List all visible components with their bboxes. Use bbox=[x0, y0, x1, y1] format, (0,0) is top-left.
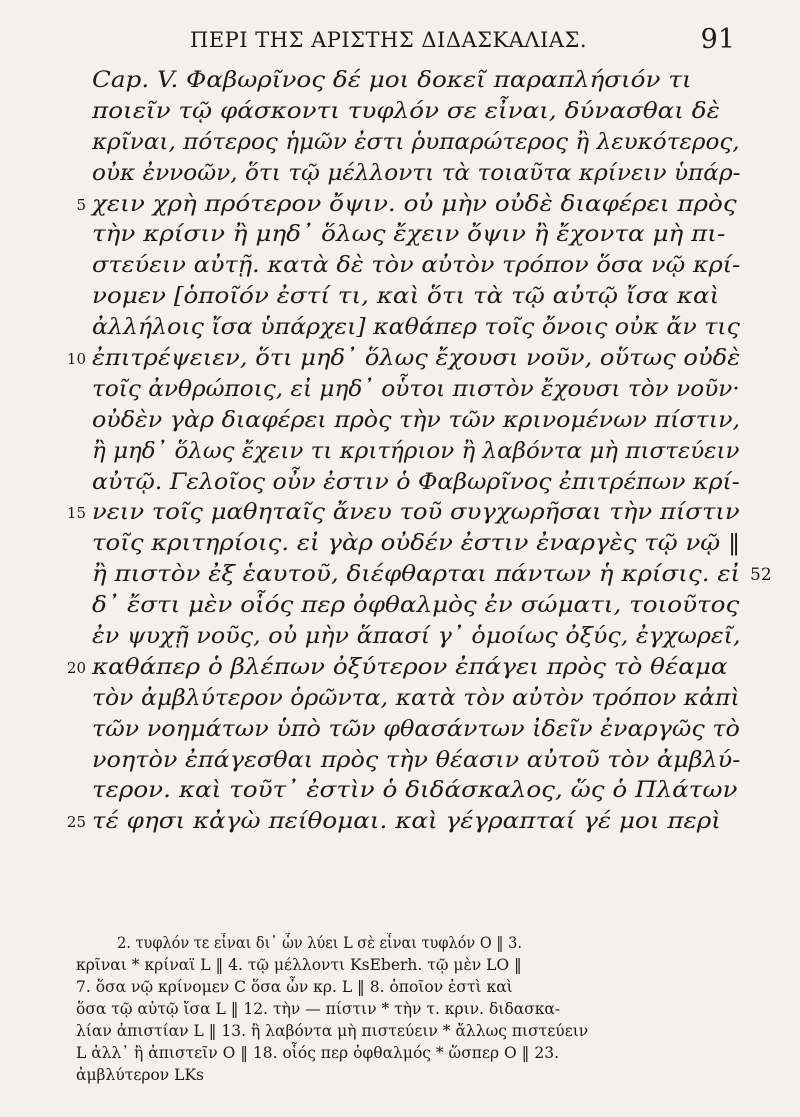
text-line bbox=[60, 406, 750, 437]
text-line bbox=[60, 344, 750, 375]
footnote-line: L ἀλλ᾽ ἢ ἀπιστεῖν O ‖ 18. οἷός περ ὀφθαλμός * ὥσπερ O ‖ 23. bbox=[76, 1044, 559, 1062]
page-header bbox=[190, 22, 735, 62]
line-number: 25 bbox=[66, 813, 86, 832]
line-text: αὐτῷ. Γελοῖος οὖν ἐστιν ὁ Φαβωρῖνος ἐπιτρέπων κρί- bbox=[92, 469, 740, 495]
line-text: τοῖς κριτηρίοις. εἰ γὰρ οὐδέν ἐστιν ἐναργὲς τῷ νῷ ‖ bbox=[92, 531, 741, 557]
footnote-line: ὅσα τῷ αὐτῷ ἴσα L ‖ 12. τὴν — πίστιν * τὴν τ. κριν. διδασκα- bbox=[76, 1000, 561, 1018]
line-text: τὴν κρίσιν ἢ μηδ᾽ ὅλως ἔχειν ὄψιν ἢ ἔχοντα μὴ πι- bbox=[92, 222, 726, 248]
text-line bbox=[60, 807, 750, 838]
line-text: οὐκ ἐννοῶν, ὅτι τῷ μέλλοντι τὰ τοιαῦτα κρίνειν ὑπάρ- bbox=[92, 160, 741, 186]
text-line bbox=[60, 591, 750, 622]
line-number: 5 bbox=[76, 195, 86, 214]
text-line bbox=[60, 220, 750, 251]
text-line bbox=[60, 498, 750, 529]
footnote-line: λίαν ἀπιστίαν L ‖ 13. ἢ λαβόντα μὴ πιστεύειν * ἄλλως πιστεύειν bbox=[76, 1022, 589, 1040]
main-text bbox=[60, 66, 772, 838]
line-number: 10 bbox=[66, 350, 86, 369]
text-line bbox=[60, 468, 750, 499]
text-line bbox=[60, 776, 750, 807]
footnote-line: 7. ὅσα νῷ κρίνομεν C ὅσα ὧν κρ. L ‖ 8. ὁποῖον ἐστὶ καὶ bbox=[76, 978, 513, 996]
text-line bbox=[60, 746, 750, 777]
line-text: τέ φησι κἀγὼ πείθομαι. καὶ γέγραπταί γέ μοι περὶ bbox=[92, 809, 721, 835]
line-text: οὐδὲν γὰρ διαφέρει πρὸς τὴν τῶν κρινομένων πίστιν, bbox=[92, 407, 741, 433]
text-line bbox=[60, 560, 772, 591]
line-number: 15 bbox=[66, 504, 86, 523]
marginal-page-reference: 52 bbox=[750, 565, 772, 586]
line-text: τερον. καὶ τοῦτ᾽ ἐστὶν ὁ διδάσκαλος, ὥς ὁ Πλάτων bbox=[92, 778, 738, 804]
line-text: ἐπιτρέψειεν, ὅτι μηδ᾽ ὅλως ἔχουσι νοῦν, οὕτως οὐδὲ bbox=[92, 346, 741, 372]
critical-apparatus bbox=[76, 932, 744, 1086]
line-text: ἢ μηδ᾽ ὅλως ἔχειν τι κριτήριον ἢ λαβόντα μὴ πιστεύειν bbox=[92, 438, 740, 464]
text-line bbox=[60, 159, 750, 190]
text-line bbox=[60, 622, 750, 653]
text-line bbox=[60, 684, 750, 715]
page-number: 91 bbox=[700, 24, 735, 55]
line-text: στεύειν αὐτῇ. κατὰ δὲ τὸν αὐτὸν τρόπον ὅσα νῷ κρί- bbox=[92, 253, 741, 279]
line-number: 20 bbox=[66, 658, 86, 677]
text-line bbox=[60, 190, 750, 221]
line-text: τὸν ἀμβλύτερον ὁρῶντα, κατὰ τὸν αὐτὸν τρόπον κἀπὶ bbox=[92, 685, 740, 711]
footnote-line: ἀμβλύτερον LKs bbox=[76, 1066, 204, 1084]
text-line bbox=[60, 529, 750, 560]
line-text: χειν χρὴ πρότερον ὄψιν. οὐ μὴν οὐδὲ διαφέρει πρὸς bbox=[92, 191, 737, 217]
text-line bbox=[60, 313, 750, 344]
footnote-line: 2. τυφλόν τε εἶναι δι᾽ ὧν λύει L σὲ εἶναι τυφλόν O ‖ 3. bbox=[117, 934, 522, 952]
footnote-line: κρῖναι * κρίναϊ L ‖ 4. τῷ μέλλοντι KsEberh. τῷ μὲν LO ‖ bbox=[76, 956, 522, 974]
line-text: τῶν νοημάτων ὑπὸ τῶν φθασάντων ἰδεῖν ἐναργῶς τὸ bbox=[92, 716, 740, 742]
line-text: νοητὸν ἐπάγεσθαι πρὸς τὴν θέασιν αὐτοῦ τὸν ἀμβλύ- bbox=[92, 747, 741, 773]
text-line bbox=[60, 282, 750, 313]
line-text: καθάπερ ὁ βλέπων ὀξύτερον ἐπάγει πρὸς τὸ θέαμα bbox=[92, 654, 728, 680]
line-text: νειν τοῖς μαθηταῖς ἄνευ τοῦ συγχωρῆσαι τὴν πίστιν bbox=[92, 500, 740, 526]
line-text: ἢ πιστὸν ἐξ ἑαυτοῦ, διέφθαρται πάντων ἡ κρίσις. εἰ bbox=[92, 562, 741, 588]
line-text: δ᾽ ἔστι μὲν οἷός περ ὀφθαλμὸς ἐν σώματι, τοιοῦτος bbox=[92, 593, 740, 619]
text-line bbox=[60, 653, 750, 684]
text-line bbox=[60, 375, 750, 406]
line-text: νομεν [ὁποῖόν ἐστί τι, καὶ ὅτι τὰ τῷ αὐτῷ ἴσα καὶ bbox=[92, 284, 720, 310]
text-line bbox=[60, 437, 750, 468]
line-text: ποιεῖν τῷ φάσκοντι τυφλόν σε εἶναι, δύνασθαι δὲ bbox=[92, 98, 720, 124]
line-text: κρῖναι, πότερος ἡμῶν ἐστι ῥυπαρώτερος ἢ λευκότερος, bbox=[92, 129, 740, 155]
text-line bbox=[60, 97, 750, 128]
line-text: Cap. V. Φαβωρῖνος δέ μοι δοκεῖ παραπλήσιόν τι bbox=[92, 68, 692, 93]
text-line bbox=[60, 715, 750, 746]
text-line bbox=[60, 66, 750, 97]
text-line bbox=[60, 251, 750, 282]
running-title: ΠΕΡΙ ΤΗΣ ΑΡΙΣΤΗΣ ΔΙΔΑΣΚΑΛΙΑΣ. bbox=[190, 28, 588, 52]
line-text: τοῖς ἀνθρώποις, εἰ μηδ᾽ οὗτοι πιστὸν ἔχουσι τὸν νοῦν· bbox=[92, 376, 740, 402]
line-text: ἀλλήλοις ἴσα ὑπάρχει] καθάπερ τοῖς ὄνοις οὐκ ἄν τις bbox=[92, 315, 740, 341]
text-line bbox=[60, 128, 750, 159]
line-text: ἐν ψυχῇ νοῦς, οὐ μὴν ἅπασί γ᾽ ὁμοίως ὀξύς, ἐγχωρεῖ, bbox=[92, 624, 741, 650]
